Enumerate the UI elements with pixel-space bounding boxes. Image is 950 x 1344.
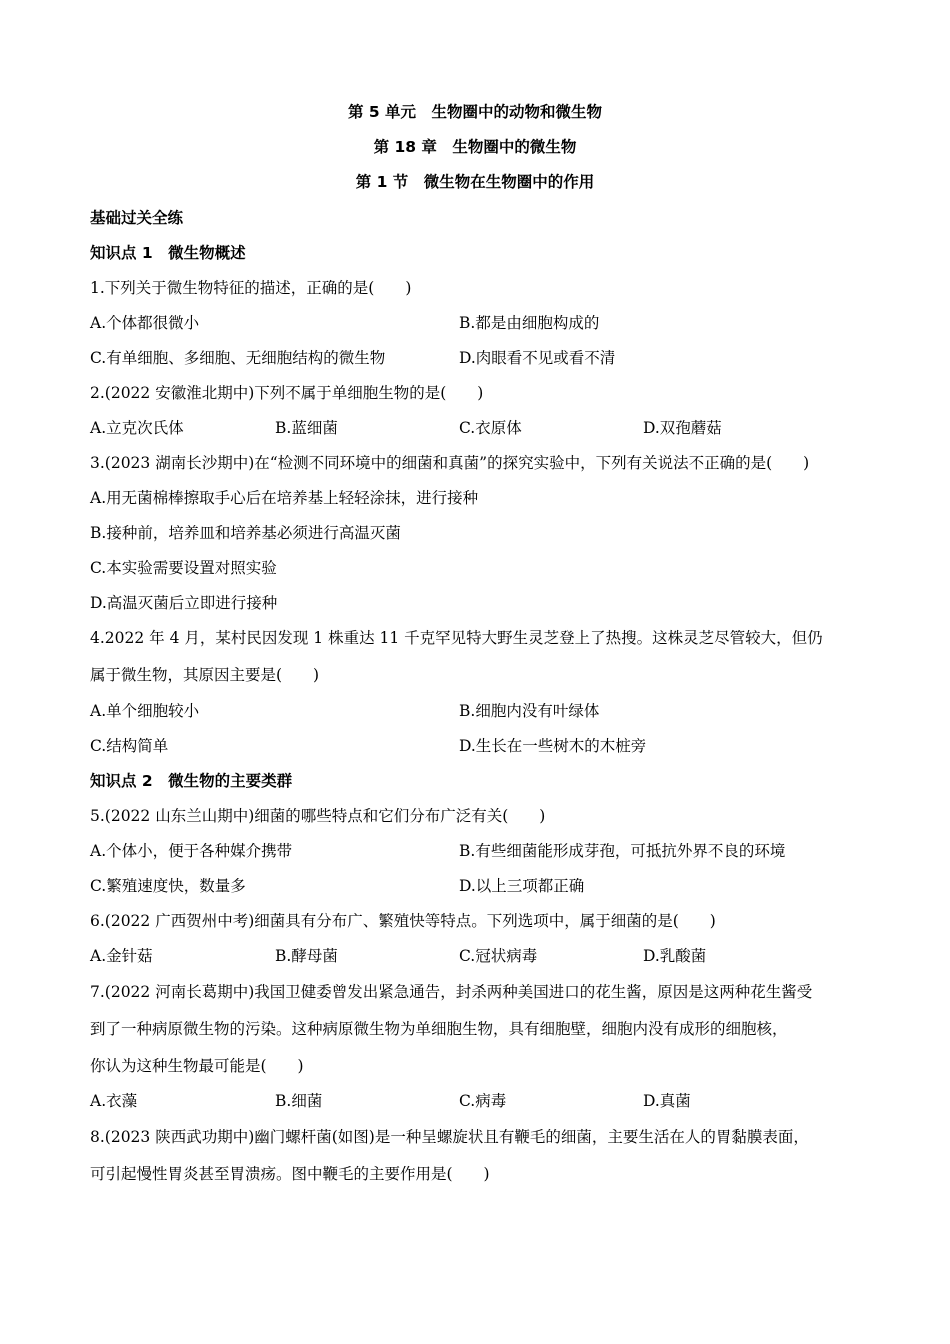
question-7-stem-line-3: 你认为这种生物最可能是( ) <box>90 1057 304 1075</box>
question-5-option-b: B.有些细菌能形成芽孢，可抵抗外界不良的环境 <box>459 842 786 860</box>
question-1-option-d: D.肉眼看不见或看不清 <box>459 349 616 367</box>
question-2-option-b: B.蓝细菌 <box>275 419 338 437</box>
question-5-option-d: D.以上三项都正确 <box>459 877 585 895</box>
question-4-option-c: C.结构简单 <box>90 737 169 755</box>
question-8-stem-line-2: 可引起慢性胃炎甚至胃溃疡。图中鞭毛的主要作用是( ) <box>90 1165 490 1183</box>
question-3-option-c: C.本实验需要设置对照实验 <box>90 559 277 577</box>
knowledge-point-1-title: 知识点 1 微生物概述 <box>90 244 246 262</box>
question-5-option-a: A.个体小，便于各种媒介携带 <box>90 842 293 860</box>
question-8-stem-line-1: 8.(2023 陕西武功期中)幽门螺杆菌(如图)是一种呈螺旋状且有鞭毛的细菌，主要生活在人的胃黏膜表面， <box>90 1128 809 1146</box>
question-5-stem: 5.(2022 山东兰山期中)细菌的哪些特点和它们分布广泛有关( ) <box>90 807 546 825</box>
question-7-option-d: D.真菌 <box>643 1092 691 1110</box>
question-4-stem-line-2: 属于微生物，其原因主要是( ) <box>90 666 320 684</box>
question-6-option-b: B.酵母菌 <box>275 947 338 965</box>
question-2-stem: 2.(2022 安徽淮北期中)下列不属于单细胞生物的是( ) <box>90 384 484 402</box>
question-1-option-c: C.有单细胞、多细胞、无细胞结构的微生物 <box>90 349 386 367</box>
question-3-option-b: B.接种前，培养皿和培养基必须进行高温灭菌 <box>90 524 401 542</box>
question-3-stem: 3.(2023 湖南长沙期中)在“检测不同环境中的细菌和真菌”的探究实验中，下列有关说法不正确的是( ) <box>90 454 810 472</box>
question-3-option-a: A.用无菌棉棒擦取手心后在培养基上轻轻涂抹，进行接种 <box>90 489 479 507</box>
chapter-title: 第 18 章 生物圈中的微生物 <box>373 138 577 156</box>
knowledge-point-2-title: 知识点 2 微生物的主要类群 <box>90 772 293 790</box>
question-2-option-a: A.立克次氏体 <box>90 419 184 437</box>
question-7-stem-line-2: 到了一种病原微生物的污染。这种病原微生物为单细胞生物，具有细胞壁，细胞内没有成形的细胞核， <box>90 1020 788 1038</box>
question-4-stem-line-1: 4.2022 年 4 月，某村民因发现 1 株重达 11 千克罕见特大野生灵芝登上了热搜。这株灵芝尽管较大，但仍 <box>90 629 823 647</box>
question-6-option-d: D.乳酸菌 <box>643 947 707 965</box>
question-6-option-a: A.金针菇 <box>90 947 153 965</box>
question-2-option-d: D.双孢蘑菇 <box>643 419 722 437</box>
unit-title: 第 5 单元 生物圈中的动物和微生物 <box>347 103 603 121</box>
question-7-option-b: B.细菌 <box>275 1092 323 1110</box>
question-5-option-c: C.繁殖速度快，数量多 <box>90 877 246 895</box>
question-1-option-b: B.都是由细胞构成的 <box>459 314 600 332</box>
part-title: 基础过关全练 <box>90 209 184 227</box>
question-6-option-c: C.冠状病毒 <box>459 947 538 965</box>
question-2-option-c: C.衣原体 <box>459 419 522 437</box>
question-7-option-c: C.病毒 <box>459 1092 507 1110</box>
question-1-stem: 1.下列关于微生物特征的描述，正确的是( ) <box>90 279 412 297</box>
section-title: 第 1 节 微生物在生物圈中的作用 <box>355 173 595 191</box>
question-3-option-d: D.高温灭菌后立即进行接种 <box>90 594 278 612</box>
question-4-option-a: A.单个细胞较小 <box>90 702 200 720</box>
question-7-option-a: A.衣藻 <box>90 1092 138 1110</box>
question-4-option-d: D.生长在一些树木的木桩旁 <box>459 737 647 755</box>
question-6-stem: 6.(2022 广西贺州中考)细菌具有分布广、繁殖快等特点。下列选项中，属于细菌的是( ) <box>90 912 716 930</box>
question-4-option-b: B.细胞内没有叶绿体 <box>459 702 600 720</box>
question-7-stem-line-1: 7.(2022 河南长葛期中)我国卫健委曾发出紧急通告，封杀两种美国进口的花生酱，原因是这两种花生酱受 <box>90 983 813 1001</box>
question-1-option-a: A.个体都很微小 <box>90 314 200 332</box>
